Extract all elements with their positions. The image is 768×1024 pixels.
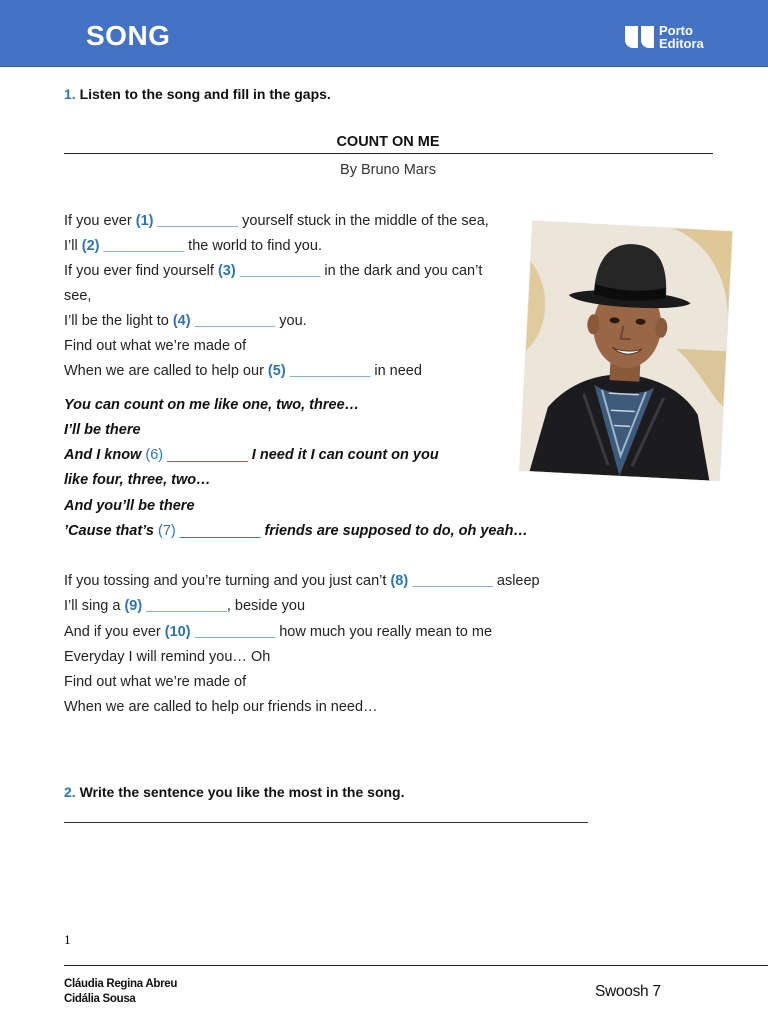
lyric-line: Find out what we’re made of xyxy=(64,674,247,690)
gap-7[interactable]: (7) __________ xyxy=(158,523,261,539)
logo-text xyxy=(659,24,704,50)
question-2-number: 2. xyxy=(64,784,76,800)
page-number: 1 xyxy=(64,934,71,947)
lyric-line: If you ever (1) __________ yourself stuck in the middle of the sea, xyxy=(64,213,489,229)
artist-photo xyxy=(520,221,733,481)
chorus-line: like four, three, two… xyxy=(64,472,211,488)
chorus-line: And I know (6) __________ I need it I can count on you xyxy=(64,447,439,463)
gap-2[interactable]: (2) __________ xyxy=(81,238,185,254)
answer-line[interactable] xyxy=(64,822,588,823)
title-divider xyxy=(64,153,713,154)
chorus-line: You can count on me like one, two, three… xyxy=(64,397,360,413)
lyric-line: I’ll (2) __________ the world to find you. xyxy=(64,238,322,254)
logo-line-2: Editora xyxy=(659,36,704,51)
author-2: Cidália Sousa xyxy=(64,993,136,1005)
question-2-text: Write the sentence you like the most in the song. xyxy=(79,784,405,800)
footer-divider xyxy=(64,965,768,966)
lyric-line: see, xyxy=(64,288,92,304)
author-1: Cláudia Regina Abreu xyxy=(64,978,178,990)
gap-9[interactable]: (9) __________ xyxy=(124,598,227,614)
lyric-line: Everyday I will remind you… Oh xyxy=(64,649,271,665)
lyric-line: I’ll sing a (9) __________, beside you xyxy=(64,598,306,614)
gap-8[interactable]: (8) __________ xyxy=(390,573,493,589)
porto-editora-logo xyxy=(625,22,715,52)
question-1-number: 1. xyxy=(64,86,76,102)
chorus-line: And you’ll be there xyxy=(64,498,195,514)
gap-10[interactable]: (10) __________ xyxy=(164,624,276,640)
question-1-text: Listen to the song and fill in the gaps. xyxy=(79,86,331,102)
gap-6[interactable]: (6) __________ xyxy=(145,447,248,463)
book-title: Swoosh 7 xyxy=(595,983,661,1000)
question-2 xyxy=(64,784,405,800)
lyric-line: If you tossing and you’re turning and you just can’t (8) __________ asleep xyxy=(64,573,540,589)
logo-line-1: Porto xyxy=(659,23,693,38)
song-title: COUNT ON ME xyxy=(336,134,440,150)
lyric-line: When we are called to help our friends in need… xyxy=(64,699,378,715)
lyric-line: I’ll be the light to (4) __________ you. xyxy=(64,313,307,329)
lyric-line: And if you ever (10) __________ how much you really mean to me xyxy=(64,624,493,640)
chorus-line: I’ll be there xyxy=(64,422,141,438)
song-artist: By Bruno Mars xyxy=(340,162,436,178)
gap-1[interactable]: (1) __________ xyxy=(135,213,239,229)
lyric-line: Find out what we’re made of xyxy=(64,338,247,354)
chorus-line: ’Cause that’s (7) __________ friends are supposed to do, oh yeah… xyxy=(64,523,528,539)
question-1 xyxy=(64,86,331,102)
page-header xyxy=(0,0,768,67)
logo-mark-icon xyxy=(625,26,655,48)
header-title: SONG xyxy=(86,20,171,51)
gap-3[interactable]: (3) __________ xyxy=(217,263,321,279)
lyric-line: If you ever find yourself (3) __________ in the dark and you can’t xyxy=(64,263,483,279)
gap-5[interactable]: (5) __________ xyxy=(267,363,371,379)
lyric-line: When we are called to help our (5) __________ in need xyxy=(64,363,422,379)
gap-4[interactable]: (4) __________ xyxy=(172,313,276,329)
